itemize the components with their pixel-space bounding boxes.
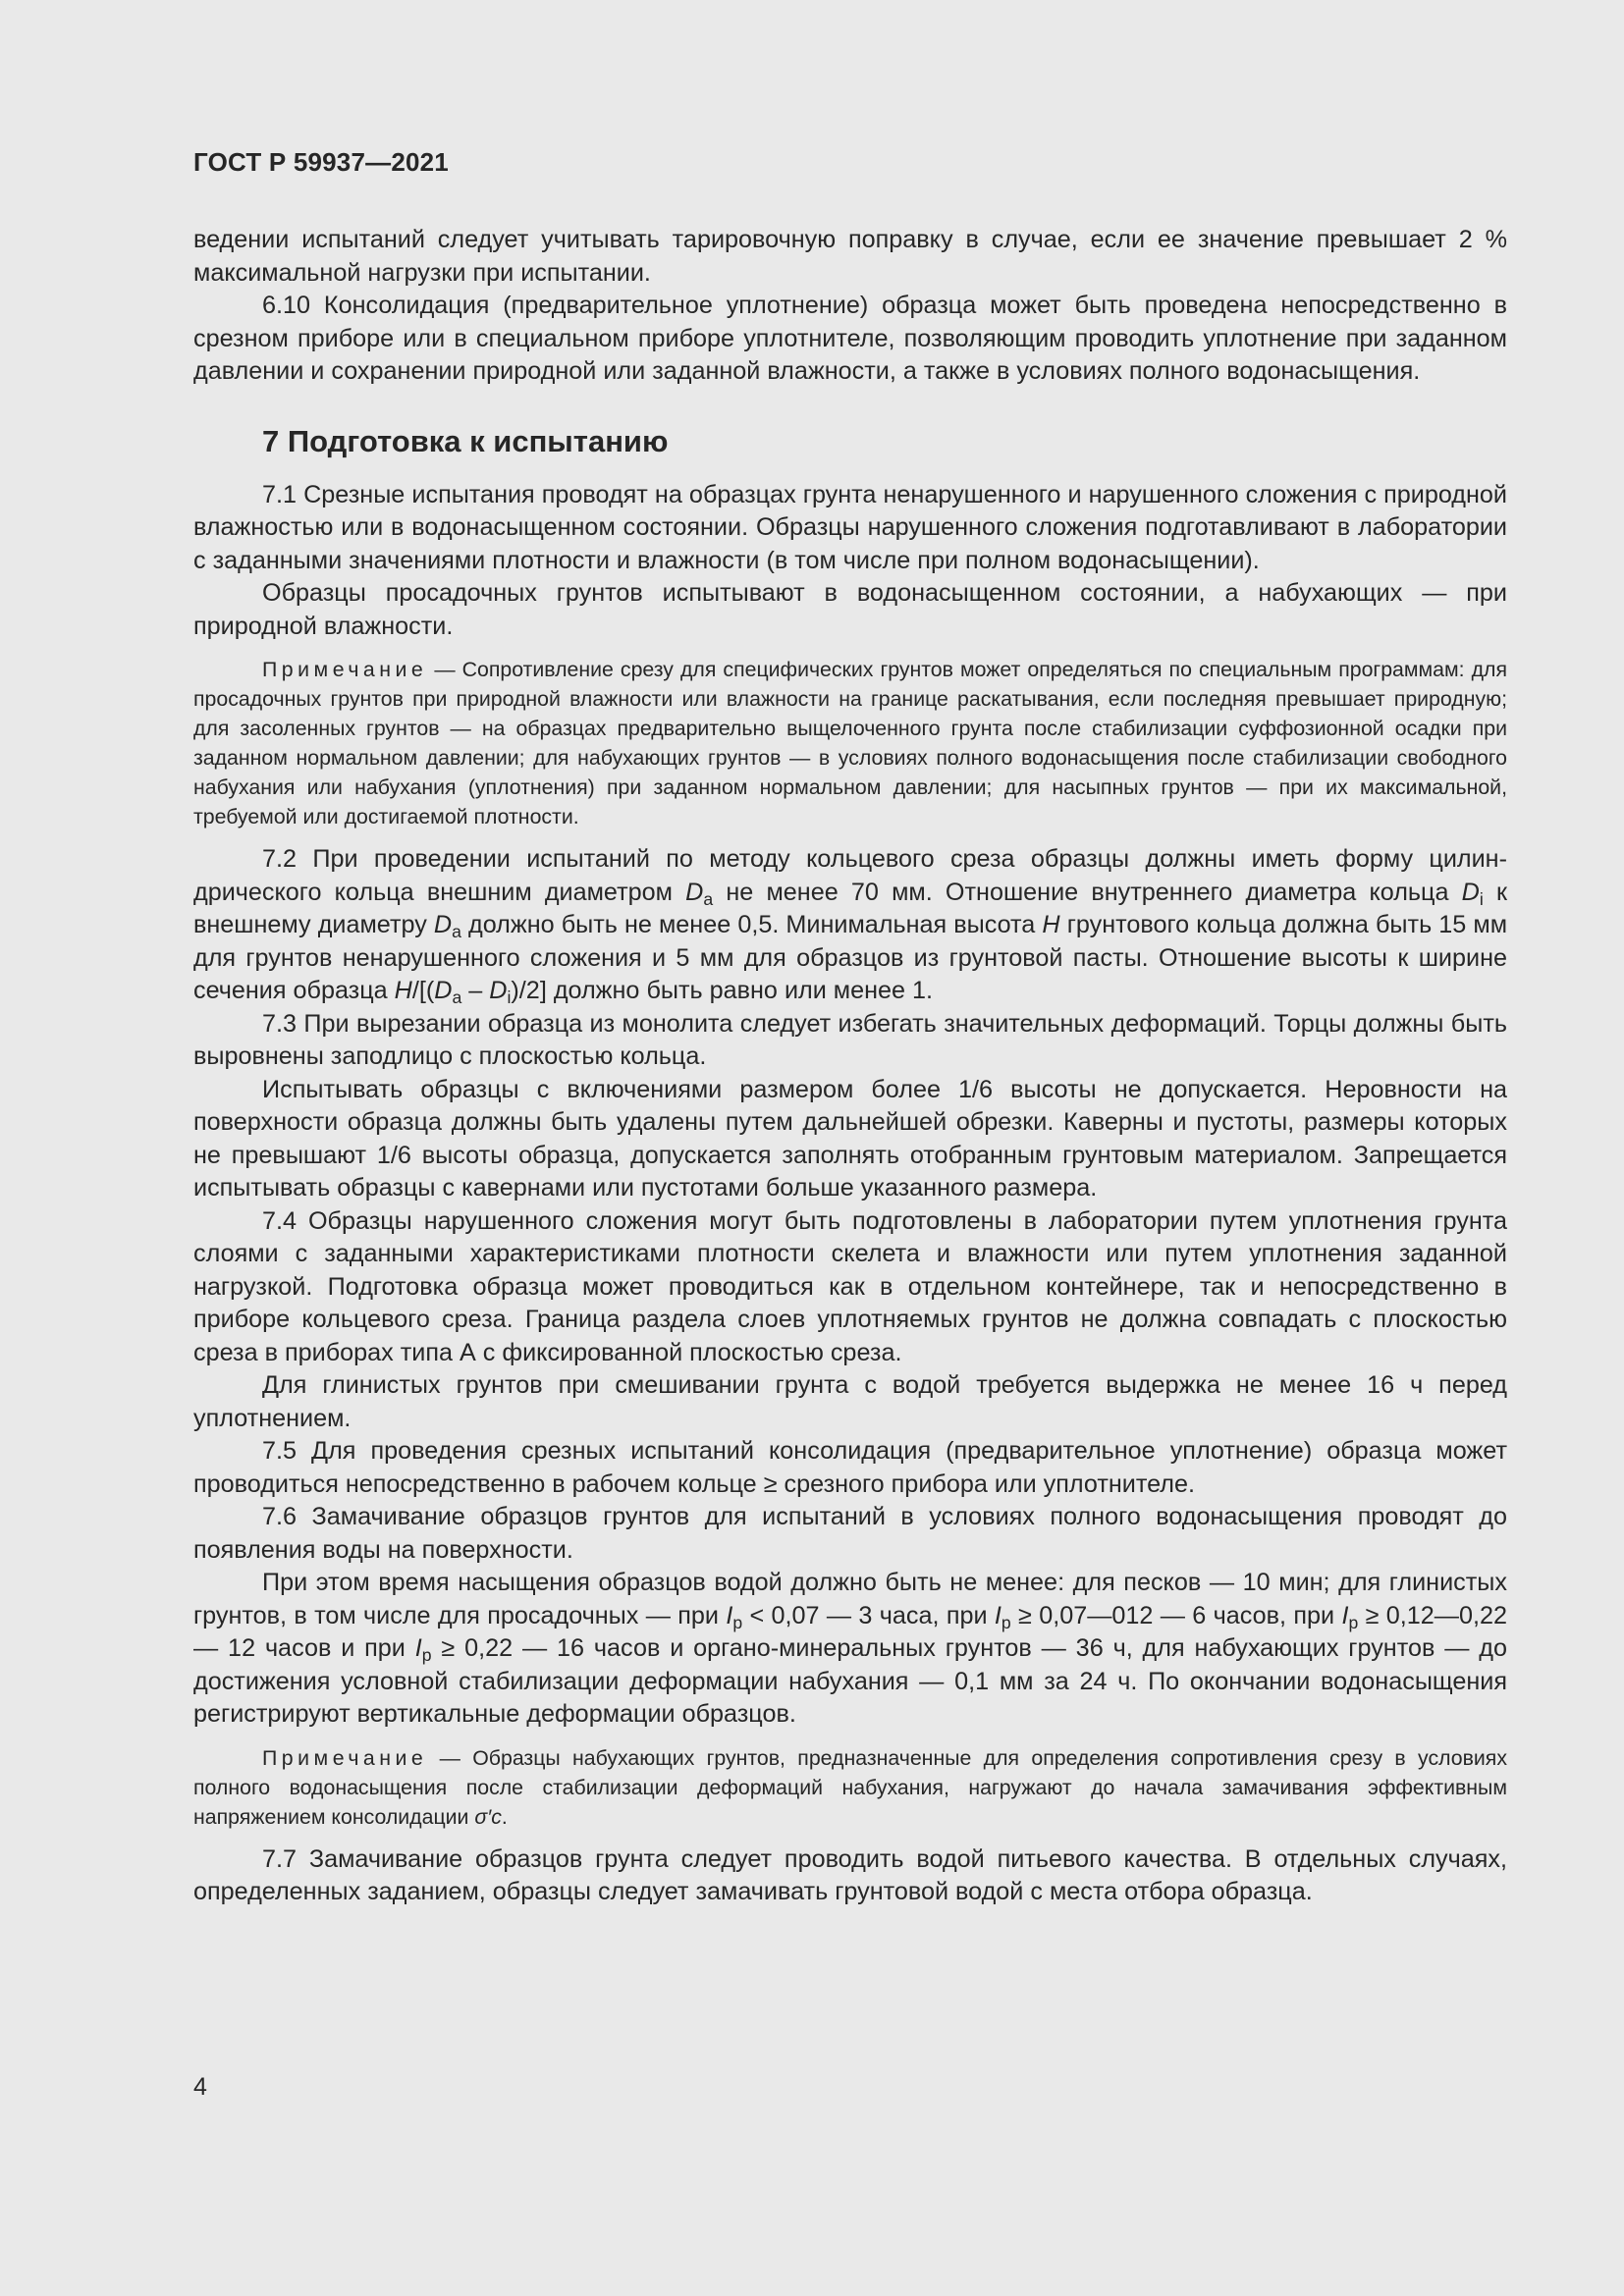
paragraph-7-3-continuation: Испытывать образцы с включениями размером более 1/6 высоты не допускается. Неровности на поверхности образца должны быть удалены путем дальнейшей обрезки. Каверны и пустоты, размеры которых не превышают 1/6 высоты образца, допускается заполнять отобранным грунтовым материалом. Запрещается испытывать образцы с кавернами или пустотами больше указанного размера. [193,1075,1507,1201]
paragraph-6-10: 6.10 Консолидация (предварительное уплотнение) образца может быть проведена непосредственно в срезном приборе или в специальном приборе уплотнителе, позволяющим проводить уплотнение при заданном давлении и сохранении природной или заданной влажности, а также в условиях полного водонасыщения. [193,292,1507,385]
symbol-h: H [394,977,412,1004]
text-run: грунтового кольца должна быть 15 мм для грунтов ненарушенного сложения и 5 мм для образцов из грунтовой пасты. Отношение высоты к ширине сечения образца [193,911,1508,1004]
paragraph-7-4: 7.4 Образцы нарушенного сложения могут быть подготовлены в лаборатории путем уплотнения грунта слоями с заданными характеристиками плотности скелета и влажности или путем уплотнения заданной нагрузкой. Подготовка образца может проводиться как в отдельном контейнере, так и непосредственно в приборе кольцевого среза. Граница раздела слоев уплотняемых грунтов не должна совпадать с плоскостью среза в приборах типа А с фиксированной плоскостью среза. [193,1206,1507,1366]
text-run: ≥ 0,07—012 — 6 часов, при [1010,1601,1342,1629]
symbol-d: D [685,878,704,906]
paragraph-7-4-continuation: Для глинистых грунтов при смешивании грунта с водой требуется выдержка не менее 16 ч перед уплотнением. [193,1371,1507,1432]
symbol-d: D [434,977,453,1004]
note-2-end: . [501,1804,508,1829]
note-1 [193,655,1507,831]
subscript-a: a [452,988,462,1007]
note-2-text: — Образцы набухающих грунтов, предназначенные для определения сопротивления срезу в условиях полного водонасыщения после стабилизации деформаций набухания, нагружают до начала замачивания эффективным напряжением консолидации [193,1745,1507,1829]
subscript-i: i [507,988,512,1007]
paragraph-7-2 [193,843,1507,1008]
paragraph-7-6-continuation [193,1567,1507,1732]
text-run: к внешнему диаметру [193,878,1507,938]
note-2 [193,1743,1507,1832]
text-run: /[( [411,977,435,1004]
symbol-d: D [1461,878,1480,906]
symbol-d: D [489,977,508,1004]
symbol-i: I [994,1601,1001,1629]
paragraph-7-1: 7.1 Срезные испытания проводят на образцах грунта ненарушенного и нарушенного сложения с природной влажностью или в водонасыщенном состоянии. Образцы нарушенного сложения подготавливают в лаборатории с заданными значениями плотности и влажности (в том числе при полном водонасыщении). [193,480,1507,574]
text-run: 7.2 При проведении испытаний по методу кольцевого среза образцы должны иметь форму цилиндрического кольца внешним диаметром [193,845,1507,906]
subscript-a: a [452,922,461,941]
paragraph-7-3: 7.3 При вырезании образца из монолита следует избегать значительных деформаций. Торцы должны быть выровнены заподлицо с плоскостью кольца. [193,1009,1507,1070]
document-body [193,224,1507,1909]
text-run: должно быть не менее 0,5. Минимальная высота [460,911,1043,938]
subscript-a: a [703,888,714,909]
paragraph-7-6: 7.6 Замачивание образцов грунтов для испытаний в условиях полного водонасыщения проводят до появления воды на поверхности. [193,1503,1507,1564]
text-run: ≥ 0,12—0,22 — 12 часов и при [193,1601,1508,1662]
paragraph-7-5: 7.5 Для проведения срезных испытаний консолидация (предварительное уплотнение) образца может проводиться непосредственно в рабочем кольце ≥ срезного прибора или уплотнителе. [193,1437,1507,1498]
text-run: При этом время насыщения образцов водой должно быть не менее: для песков — 10 мин; для глинистых грунтов, в том числе для просадочных — при [193,1569,1507,1629]
text-run: )/2] [511,977,547,1004]
paragraph-7-1-continuation: Образцы просадочных грунтов испытывают в водонасыщенном состоянии, а набухающих — при природной влажности. [193,579,1507,640]
note-label: Примечание [262,658,428,681]
subscript-p: p [732,1612,743,1632]
subscript-p: p [421,1645,432,1665]
page-number: 4 [193,2073,207,2101]
text-run: < 0,07 — 3 часа, при [742,1601,995,1629]
symbol-i: I [1341,1601,1349,1629]
paragraph-continuation: ведении испытаний следует учитывать тарировочную поправку в случае, если ее значение превышает 2 % максимальной нагрузки при испытании. [193,226,1507,287]
subscript-p: p [1001,1612,1011,1632]
paragraph-7-7: 7.7 Замачивание образцов грунта следует проводить водой питьевого качества. В отдельных случаях, определенных заданием, образцы следует замачивать грунтовой водой с места отбора образца. [193,1844,1507,1905]
symbol-d: D [433,911,453,938]
standard-header: ГОСТ Р 59937—2021 [193,147,449,177]
note-label: Примечание [262,1745,428,1770]
subscript-p: p [1348,1612,1359,1632]
text-run: не менее 70 мм. Отношение внутреннего диаметра кольца [713,878,1462,906]
sigma-symbol: σ′c [474,1804,502,1829]
text-run: – [461,977,490,1004]
symbol-h: H [1042,911,1060,938]
symbol-i: I [726,1601,733,1629]
subscript-i: i [1479,888,1484,909]
note-1-text: — Сопротивление срезу для специфических грунтов может определяться по специальным программам: для просадочных грунтов при природной влажности или влажности на границе раскатывания, если последняя превышает природную; для засоленных грунтов — на образцах предварительно выщелоченного грунта после стабилизации суффозионной осадки при заданном нормальном давлении; для набухающих грунтов — в условиях полного водонасыщения после стабилизации свободного набухания или набухания (уплотнения) при заданном нормальном давлении; для насыпных грунтов — при их максимальной, требуемой или достигаемой плотности. [193,658,1507,828]
symbol-i: I [414,1634,422,1662]
section-7-title: 7 Подготовка к испытанию [262,423,669,458]
text-run: должно быть равно или менее 1. [546,977,934,1004]
text-run: ≥ 0,22 — 16 часов и органо-минеральных грунтов — 36 ч, для набухающих грунтов — до достижения условной стабилизации деформации набухания — 0,1 мм за 24 ч. По окончании водонасыщения регистрируют вертикальные деформации образцов. [193,1634,1507,1728]
